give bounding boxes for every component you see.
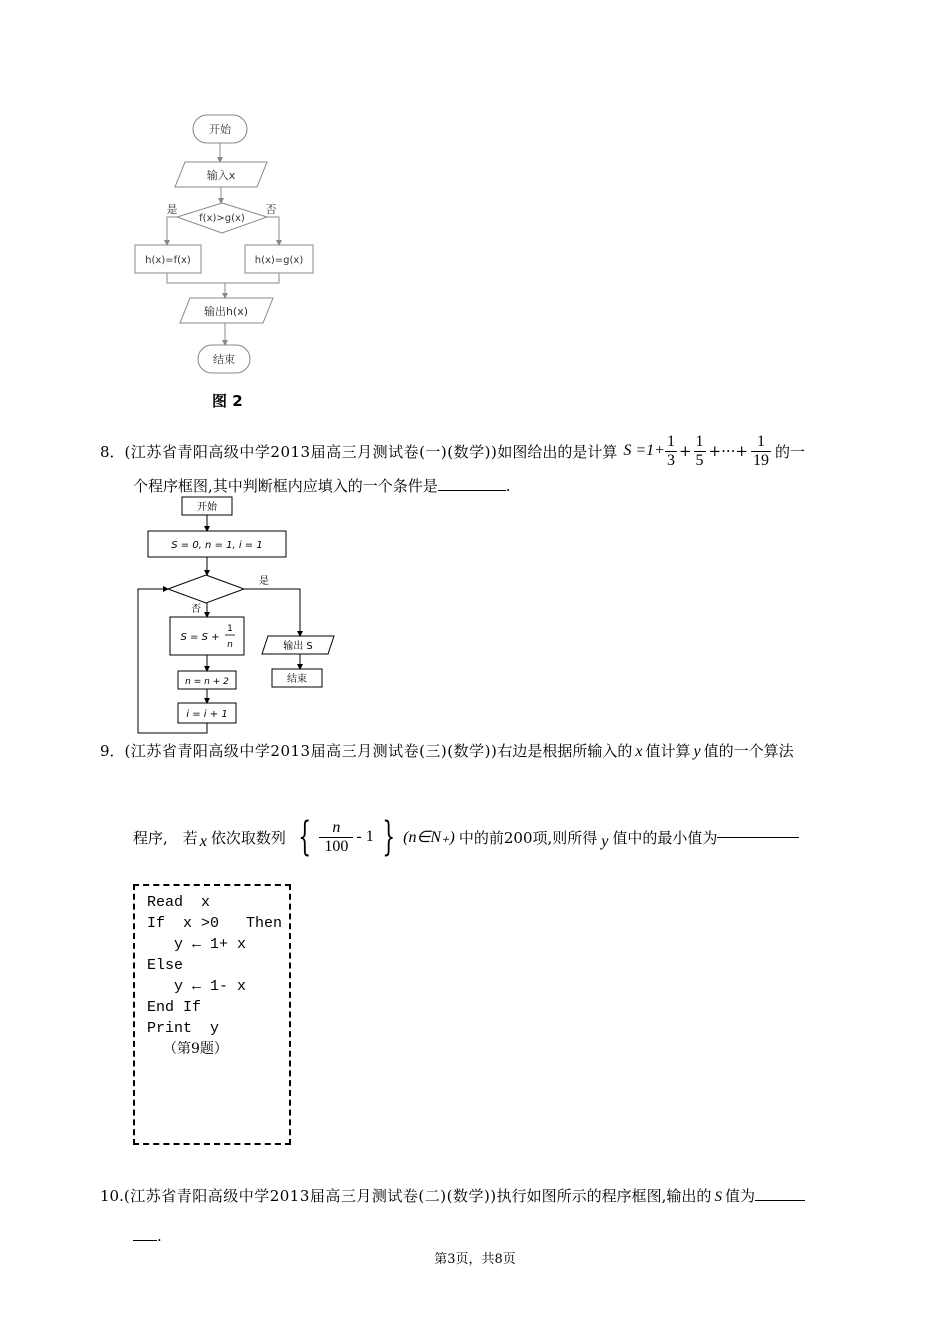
q8-flow-update-s-num: 1 xyxy=(227,624,233,634)
q10-answer-blank-2[interactable] xyxy=(133,1240,157,1241)
fig2-input-label: 输入x xyxy=(206,169,236,182)
q8-decision-diamond xyxy=(168,575,244,603)
question-8-line-1 xyxy=(100,428,805,474)
q9-code-line-7: Print y xyxy=(147,1020,220,1037)
q8-flow-update-i-label: i = i + 1 xyxy=(186,709,228,720)
q9-line2-a: 程序, 若 xyxy=(133,828,198,847)
q8-flow-end-label: 结束 xyxy=(287,674,307,685)
fig2-condition-label: f(x)>g(x) xyxy=(199,213,245,224)
q8-fraction-1-19: $\frac{1}{19}$ xyxy=(752,432,769,469)
q8-flow-update-s-lhs: S = S + xyxy=(180,632,220,643)
q9-source: (江苏省青阳高级中学2013届高三月测试卷(三)(数学)) xyxy=(124,742,498,760)
q9-line2-var-y: y xyxy=(601,833,609,850)
q9-code-line-1: Read x xyxy=(147,894,211,911)
fig2-left-box-label: h(x)=f(x) xyxy=(145,255,191,266)
q9-answer-blank[interactable] xyxy=(717,837,799,838)
q8-ellipsis: +···+ xyxy=(708,442,748,460)
figure-2-caption: 图 2 xyxy=(212,392,243,410)
q9-code-box xyxy=(133,884,291,1145)
q9-code-line-4: Else xyxy=(147,957,184,974)
q9-line2-b: 依次取数列 xyxy=(210,828,286,847)
q8-number: 8． xyxy=(100,442,125,461)
question-10-line-1 xyxy=(100,1185,805,1206)
q9-right-brace: } xyxy=(382,814,395,860)
q9-code-line-5: y ← 1- x xyxy=(147,978,247,995)
q9-number: 9． xyxy=(100,742,125,760)
q9-line2-var-x: x xyxy=(199,833,207,850)
q9-text-a: 右边是根据所输入的 xyxy=(497,742,633,760)
q9-code-line-6: End If xyxy=(147,999,202,1016)
q9-line2-c: 中的前200项,则所得 xyxy=(458,828,598,847)
q8-formula-lhs: S =1+ xyxy=(623,442,665,459)
q9-seq-minus: - 1 xyxy=(356,828,374,845)
q8-fraction-1-3: $\frac{1}{3}$ xyxy=(666,432,675,469)
q9-line2-d: 值中的最小值为 xyxy=(612,828,718,847)
q9-domain: (n∈N₊) xyxy=(403,829,455,846)
q8-source: (江苏省青阳高级中学2013届高三月测试卷(一)(数学)) xyxy=(124,442,498,461)
figure-2-flowchart xyxy=(125,105,325,390)
q9-code-line-2: If x >0 Then xyxy=(147,915,283,932)
q8-text-b: 的一 xyxy=(774,442,805,461)
question-9-line-1 xyxy=(100,740,794,761)
q8-flow-update-s-den: n xyxy=(227,640,233,650)
q8-flow-yes-label: 是 xyxy=(259,576,269,587)
q10-text-b: 值为 xyxy=(724,1187,755,1205)
q8-flow-update-n-label: n = n + 2 xyxy=(185,677,229,687)
q10-answer-blank-1[interactable] xyxy=(755,1200,805,1201)
q9-text-b: 值计算 xyxy=(645,742,691,760)
q8-line2-text: 个程序框图,其中判断框内应填入的一个条件是 xyxy=(133,477,438,495)
q9-code-caption: （第9题） xyxy=(163,1041,228,1057)
q8-period: . xyxy=(505,477,511,495)
fig2-output-label: 输出h(x) xyxy=(203,305,249,318)
q8-flow-output-label: 输出 S xyxy=(283,641,313,652)
q8-answer-blank[interactable] xyxy=(438,490,506,491)
q9-code-line-3: y ← 1+ x xyxy=(147,936,247,953)
q10-source: (江苏省青阳高级中学2013届高三月测试卷(二)(数学)) xyxy=(123,1187,497,1205)
fig2-right-box-label: h(x)=g(x) xyxy=(254,255,304,266)
fig2-yes-label: 是 xyxy=(166,203,178,216)
q8-plus: + xyxy=(678,442,692,460)
q10-line2-end: . xyxy=(157,1227,162,1245)
q8-flow-init-label: S = 0, n = 1, i = 1 xyxy=(171,540,263,551)
question-9-line-2 xyxy=(133,812,799,862)
q9-seq-fraction: $\frac{n}{100}$ xyxy=(319,819,353,856)
question-10-line-2 xyxy=(133,1227,162,1245)
q10-number: 10. xyxy=(100,1187,124,1205)
q9-var-x: x xyxy=(635,743,643,760)
q8-flow-start-label: 开始 xyxy=(197,502,217,513)
fig2-no-label: 否 xyxy=(265,203,277,216)
fig2-end-label: 结束 xyxy=(213,353,235,366)
q10-var-s: S xyxy=(714,1189,722,1205)
q8-flow-no-label: 否 xyxy=(191,604,201,615)
q8-fraction-1-5: $\frac{1}{5}$ xyxy=(695,432,704,469)
q9-var-y: y xyxy=(693,743,701,760)
q8-text-a: 如图给出的是计算 xyxy=(497,442,618,461)
q9-left-brace: { xyxy=(298,814,311,860)
fig2-start-label: 开始 xyxy=(209,123,231,136)
question-8-flowchart xyxy=(130,493,345,738)
page-footer: 第3页，共8页 xyxy=(434,1252,516,1267)
q9-text-c: 值的一个算法 xyxy=(703,742,794,760)
q10-text-a: 执行如图所示的程序框图,输出的 xyxy=(496,1187,712,1205)
